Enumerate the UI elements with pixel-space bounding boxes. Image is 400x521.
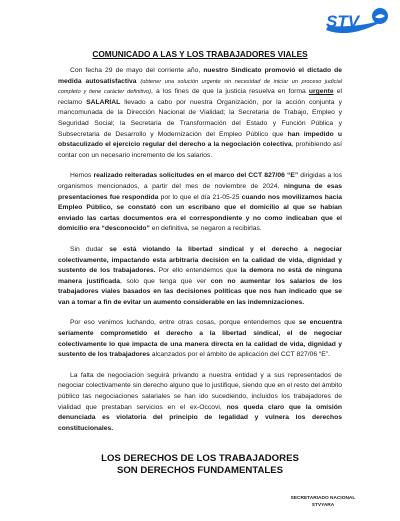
text-run: Por eso venimos luchando, entre otras cosas, porque entendemos que [70, 319, 299, 327]
text-run: Con fecha 29 de mayo del corriente año, [70, 67, 204, 74]
text-run: (obtener una solución urgente sin necesidad de iniciar un proceso judicial completo y tiene carácter definitivo) [58, 78, 342, 96]
text-run: la demora no está de ninguna manera justificada [58, 267, 342, 285]
text-run: con no aumentar los salarios de los trabajadores viales basados en las decisiones políticas que nos han indicado que se van a tomar a fin de evitar un aumento considerable en las indemnizaciones. [58, 277, 342, 306]
signature-line-1: SECRETARIADO NACIONAL [290, 496, 356, 501]
text-run: La falta de negociación seguirá privando a nuestra entidad y a sus representados de negociar colectivamente sin derecho alguno que lo justifique, siendo que en el resto del ámbito público las negociaciones salariales se han ido sucediendo, incluidos los trabajadores de vialidad que prestaban servicios en el ex-Occovi, [58, 371, 342, 411]
text-run: por lo que el día 21-05-25 [158, 193, 242, 201]
text-run: Hemos [70, 172, 94, 180]
text-run: nuestro Sindicato promovió el dictado de medida autosatisfactiva [58, 67, 343, 85]
text-run: en definitiva, se negaron a recibirlas. [149, 225, 262, 233]
headline-line-2: SON DERECHOS FUNDAMENTALES [116, 465, 284, 476]
text-run: se encuentra seriamente comprometido el derecho a la libertad sindical, el de negociar colectivamente lo que impacta de una manera directa en la calidad de vida, dignidad y sustento de los trabajadores [58, 319, 342, 359]
paragraph-5 [58, 371, 342, 435]
text-run: urgente [308, 88, 334, 96]
text-run: realizado reiteradas solicitudes en el marco del CCT 827/06 “E” [93, 172, 299, 180]
text-run: han impedido u obstaculizado el ejercicio regular del derecho a la negociación colectiva [58, 130, 342, 149]
text-run: se está violando la libertad sindical y el derecho a negociar colectivamente, impactando esta arbitraria decisión en la calidad de vida, dignidad y sustento de los trabajadores. [58, 245, 342, 275]
closing-headline [0, 453, 400, 477]
document-title: COMUNICADO A LAS Y LOS TRABAJADORES VIALES [92, 49, 308, 59]
text-run: ninguna de esas presentaciones fue respondida [58, 182, 342, 201]
text-run: , prohibiendo así contar con un necesario incremento de los salarios. [58, 141, 342, 159]
text-run: Sin dudar [70, 245, 110, 253]
text-run: cuando nos movilizamos hacia Empleo Público, se constató con un escribano que el domicilio al que se habían enviado las cartas documentos era el correspondiente y no como indicaban que el domicilio era “desconocido” [58, 193, 342, 233]
paragraph-1 [58, 66, 342, 161]
stvyara-logo [322, 6, 392, 40]
text-run: nos queda claro que la omisión denunciada es violatoria del principio de legalidad y vulnera los derechos constitucionales. [58, 403, 342, 432]
paragraph-4 [58, 318, 342, 360]
text-run: el reclamo [58, 88, 342, 106]
text-run: llevado a cabo por nuestra Organización, por la acción conjunta y mancomunada de la Dirección Nacional de Vialidad; la Secretaria de Trabajo, Empleo y Seguridad Social; la Secretaria de Transformación del Estado y Función Pública y Subsecretaria de Desarrollo y Modernización del Empleo Público que [58, 98, 342, 138]
text-run: dirigidas a los organismos mencionados, a partir del mes de noviembre de 2024, [58, 172, 342, 190]
paragraph-2 [58, 171, 342, 235]
signature-line-2: STVYARA [311, 503, 335, 508]
text-run: , solo que tenga que ver [120, 277, 211, 285]
paragraph-3 [58, 245, 342, 309]
text-run: Por ello entendemos que [155, 267, 241, 275]
logo-text: STV [326, 12, 360, 31]
text-run: alcanzados por el ámbito de aplicación del CCT 827/06 “E”. [149, 351, 330, 359]
signature-block [268, 495, 378, 509]
headline-line-1: LOS DERECHOS DE LOS TRABAJADORES [101, 453, 299, 464]
document-body [58, 66, 342, 444]
text-run: , a los fines de que la justicia resuelva en forma [151, 88, 309, 96]
text-run: SALARIAL [86, 98, 121, 106]
